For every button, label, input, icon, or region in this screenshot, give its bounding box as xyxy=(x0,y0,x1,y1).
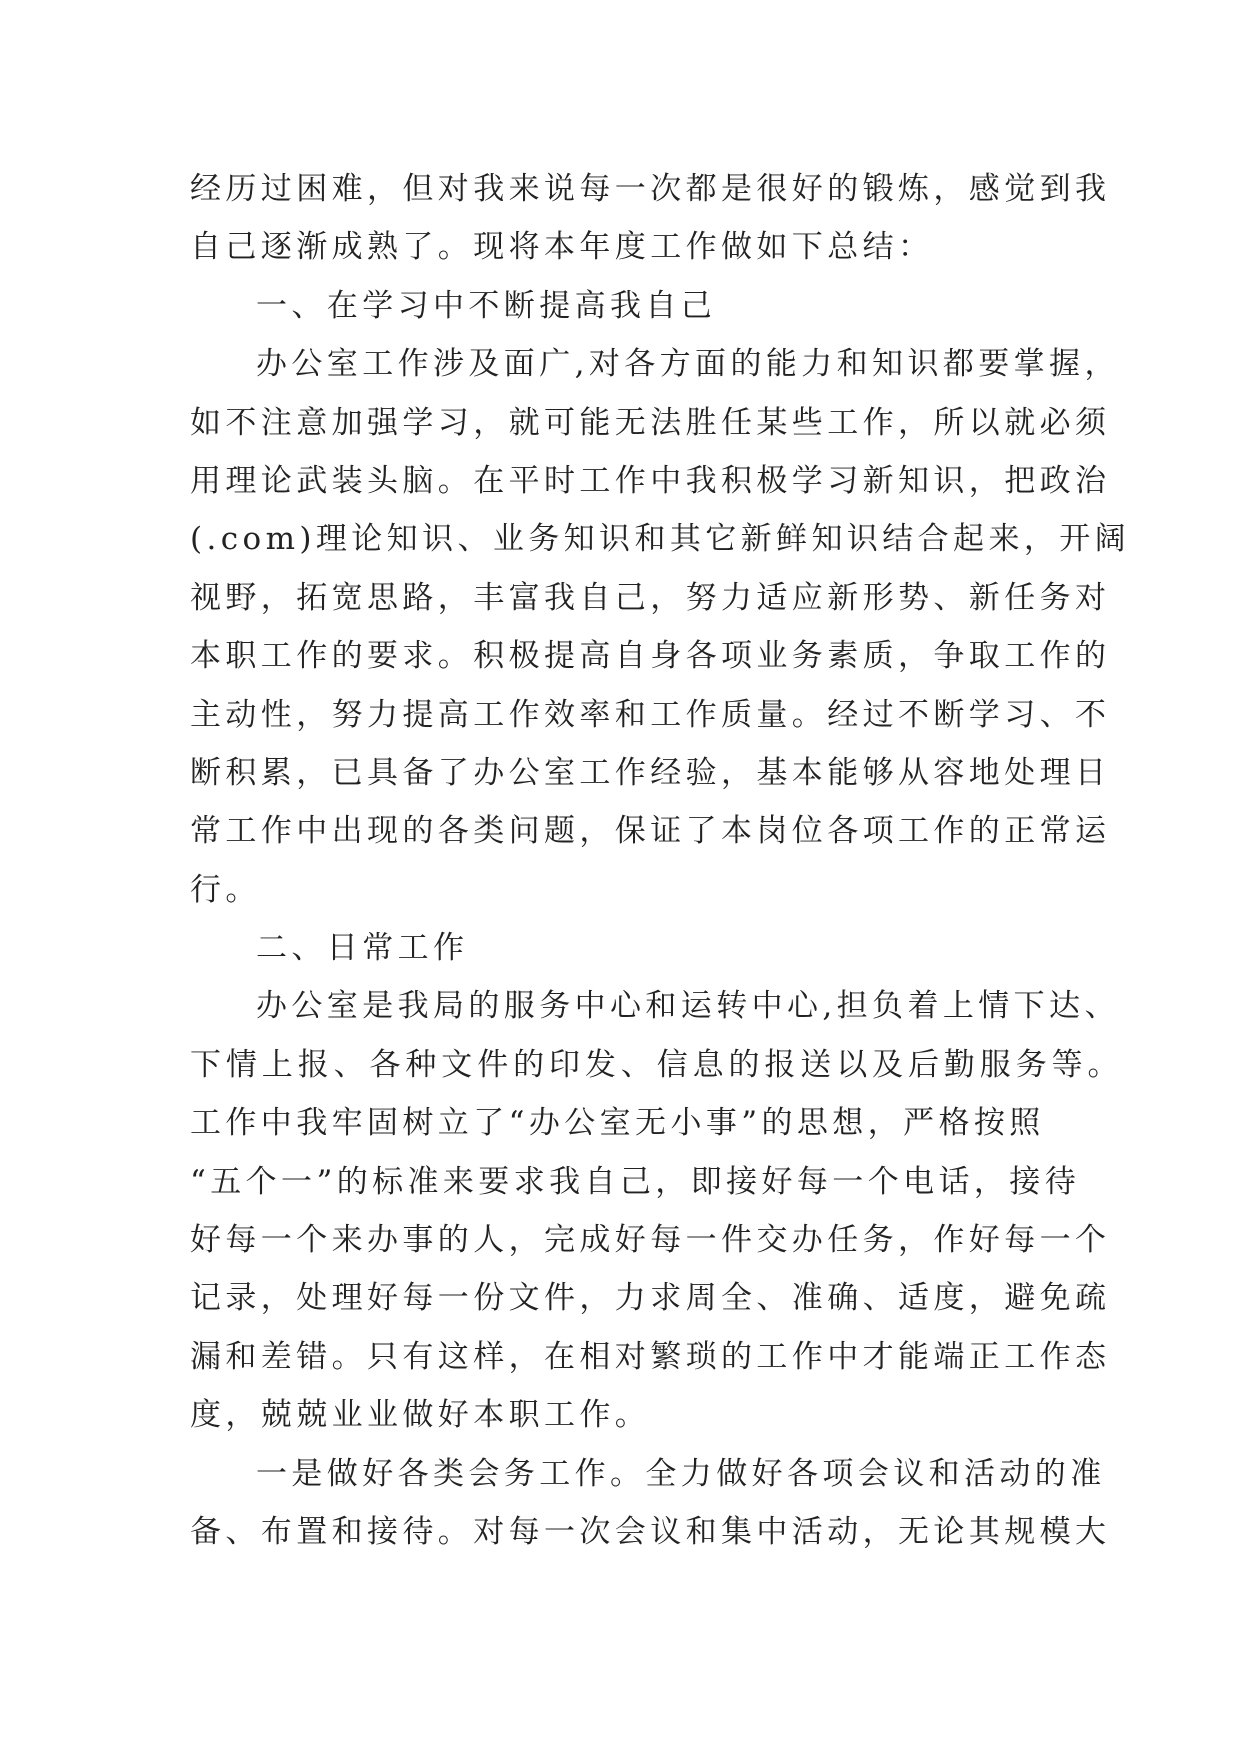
text-line: 行。 xyxy=(190,871,261,908)
text-line: 本职工作的要求。积极提高自身各项业务素质，争取工作的 xyxy=(190,638,1111,675)
text-line: 经历过困难，但对我来说每一次都是很好的锻炼，感觉到我 xyxy=(190,171,1111,207)
document-body xyxy=(190,160,1131,1561)
text-line: (.com)理论知识、业务知识和其它新鲜知识结合起来，开阔 xyxy=(190,521,1131,558)
text-line: 下情上报、各种文件的印发、信息的报送以及后勤服务等。 xyxy=(190,1046,1124,1083)
text-line: 自己逐渐成熟了。现将本年度工作做如下总结： xyxy=(190,229,934,266)
text-line: 度，兢兢业业做好本职工作。 xyxy=(190,1397,651,1434)
text-line: 常工作中出现的各类问题，保证了本岗位各项工作的正常运 xyxy=(190,813,1111,850)
text-line: 漏和差错。只有这样，在相对繁琐的工作中才能端正工作态 xyxy=(190,1338,1111,1375)
section-heading: 一、在学习中不断提高我自己 xyxy=(256,287,717,324)
text-line: 如不注意加强学习，就可能无法胜任某些工作，所以就必须 xyxy=(190,404,1111,441)
text-line: 用理论武装头脑。在平时工作中我积极学习新知识，把政治 xyxy=(190,462,1111,499)
section-heading: 二、日常工作 xyxy=(256,930,469,967)
text-line: 视野，拓宽思路，丰富我自己，努力适应新形势、新任务对 xyxy=(190,579,1111,616)
text-line: 主动性，努力提高工作效率和工作质量。经过不断学习、不 xyxy=(190,696,1111,733)
text-line: 办公室是我局的服务中心和运转中心,担负着上情下达、 xyxy=(256,988,1120,1025)
text-line: 好每一个来办事的人，完成好每一件交办任务，作好每一个 xyxy=(190,1222,1111,1259)
text-line: 记录，处理好每一份文件，力求周全、准确、适度，避免疏 xyxy=(190,1280,1111,1317)
text-line: 备、布置和接待。对每一次会议和集中活动，无论其规模大 xyxy=(190,1513,1111,1550)
text-line: “五个一”的标准来要求我自己，即接好每一个电话，接待 xyxy=(190,1163,1081,1200)
text-line: 一是做好各类会务工作。全力做好各项会议和活动的准 xyxy=(256,1455,1106,1492)
text-line: 办公室工作涉及面广,对各方面的能力和知识都要掌握， xyxy=(256,346,1120,383)
text-line: 断积累，已具备了办公室工作经验，基本能够从容地处理日 xyxy=(190,754,1111,791)
text-line: 工作中我牢固树立了“办公室无小事”的思想，严格按照 xyxy=(190,1105,1045,1142)
